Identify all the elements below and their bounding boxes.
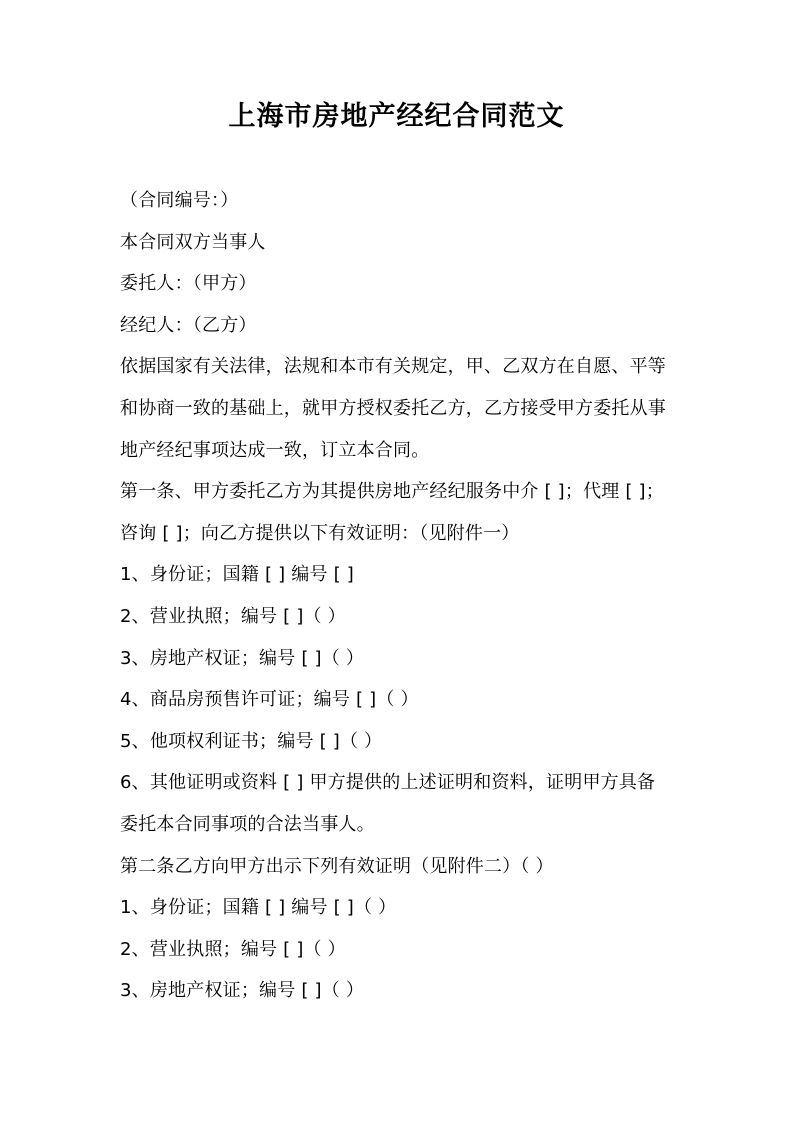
article-2-line-1: 第二条乙方向甲方出示下列有效证明（见附件二）（ ） — [120, 855, 554, 877]
article-2-item-3: 3、房地产权证；编号 [ ]（ ） — [120, 980, 365, 1002]
preamble-line-1: 依据国家有关法律，法规和本市有关规定，甲、乙双方在自愿、平等 — [120, 356, 666, 378]
article-1-item-3: 3、房地产权证；编号 [ ]（ ） — [120, 647, 365, 669]
article-1-item-6: 6、其他证明或资料 [ ] 甲方提供的上述证明和资料，证明甲方具备 — [120, 772, 656, 794]
contract-number-line: （合同编号：） — [120, 190, 239, 211]
article-1-item-5: 5、他项权利证书；编号 [ ]（ ） — [120, 730, 383, 752]
principal-line: 委托人：（甲方） — [120, 273, 257, 295]
broker-line: 经纪人：（乙方） — [120, 314, 257, 336]
article-1-line-2: 咨询 [ ]；向乙方提供以下有效证明：（见附件一） — [120, 522, 520, 544]
article-1-item-4: 4、商品房预售许可证；编号 [ ]（ ） — [120, 689, 419, 711]
parties-heading: 本合同双方当事人 — [120, 231, 266, 253]
article-1-item-2: 2、营业执照；编号 [ ]（ ） — [120, 605, 346, 627]
document-body — [120, 180, 680, 1012]
article-1-item-1: 1、身份证；国籍 [ ] 编号 [ ] — [120, 564, 354, 586]
article-2-item-2: 2、营业执照；编号 [ ]（ ） — [120, 938, 346, 960]
article-2-item-1: 1、身份证；国籍 [ ] 编号 [ ]（ ） — [120, 897, 397, 919]
article-1-item-6-cont: 委托本合同事项的合法当事人。 — [120, 813, 375, 835]
document-title: 上海市房地产经纪合同范文 — [228, 101, 565, 132]
preamble-line-2: 和协商一致的基础上，就甲方授权委托乙方，乙方接受甲方委托从事 — [120, 397, 666, 419]
preamble-line-3: 地产经纪事项达成一致，订立本合同。 — [120, 439, 430, 461]
article-1-line-1: 第一条、甲方委托乙方为其提供房地产经纪服务中介 [ ]；代理 [ ]； — [120, 481, 664, 503]
